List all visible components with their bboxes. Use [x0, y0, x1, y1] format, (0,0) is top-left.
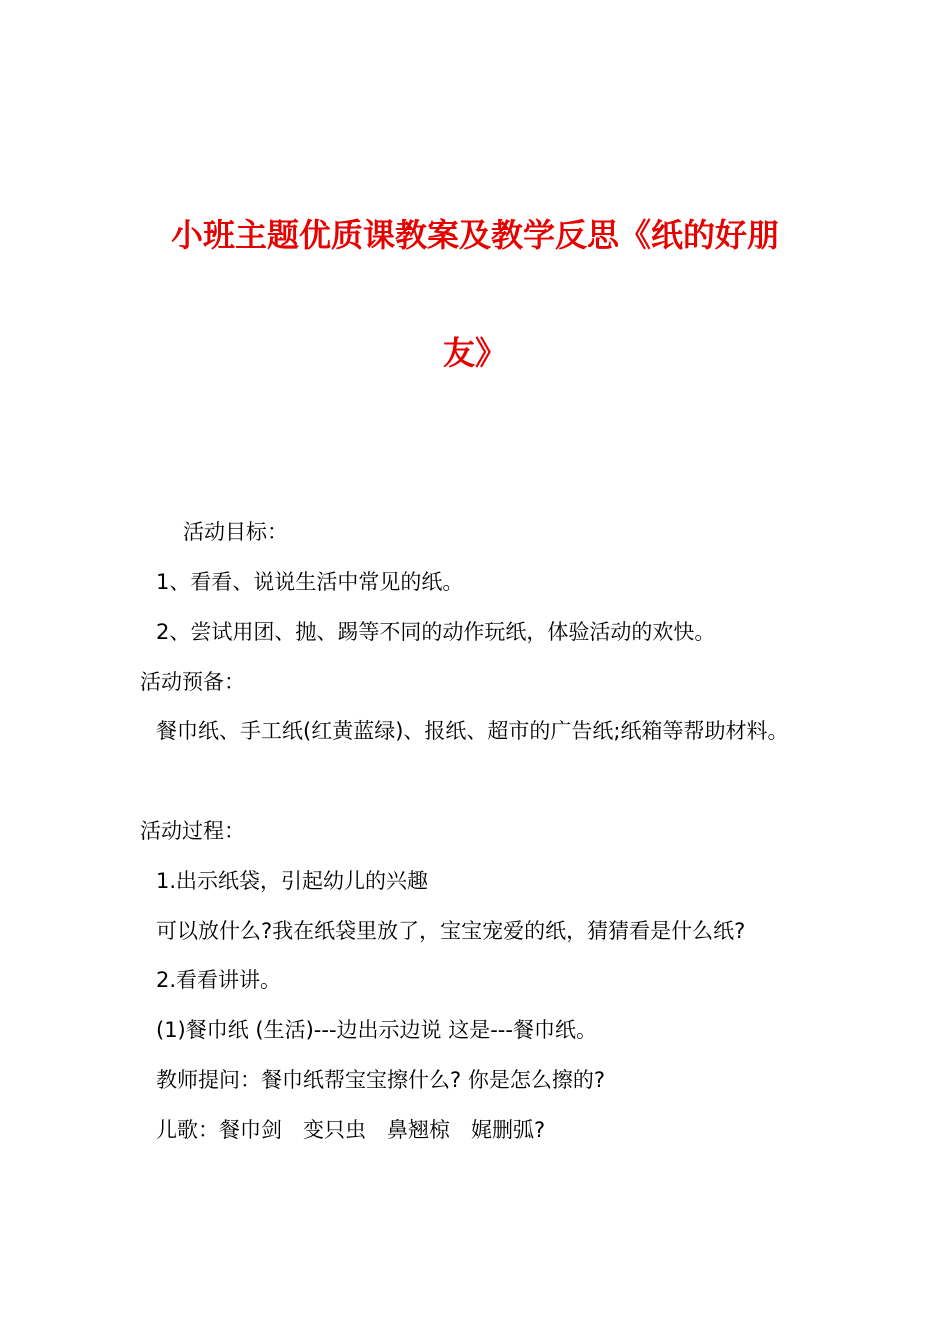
- rhyme-line: 儿歌：餐巾剑 变只虫 鼻翘椋 娓删弧?: [156, 1118, 546, 1142]
- process-step-1: 1.出示纸袋，引起幼儿的兴趣: [156, 869, 429, 893]
- process-step-2: 2.看看讲讲。: [156, 968, 282, 992]
- goal-item-2: 2、尝试用团、抛、踢等不同的动作玩纸，体验活动的欢快。: [156, 620, 716, 644]
- goals-heading: 活动目标：: [183, 520, 288, 544]
- process-step-2-1: (1)餐巾纸 (生活)---边出示边说 这是---餐巾纸。: [156, 1018, 597, 1042]
- process-step-1-text: 可以放什么?我在纸袋里放了，宝宝宠爱的纸，猜猜看是什么纸?: [156, 919, 746, 943]
- process-heading: 活动过程：: [140, 819, 245, 843]
- document-title-line-1: 小班主题优质课教案及教学反思《纸的好朋: [170, 216, 779, 254]
- goal-item-1: 1、看看、说说生活中常见的纸。: [156, 570, 464, 594]
- teacher-question: 教师提问：餐巾纸帮宝宝擦什么? 你是怎么擦的?: [156, 1068, 605, 1092]
- document-title-line-2: 友》: [442, 334, 507, 372]
- prep-text: 餐巾纸、手工纸(红黄蓝绿)、报纸、超市的广告纸;纸箱等帮助材料。: [156, 719, 789, 743]
- prep-heading: 活动预备：: [140, 670, 245, 694]
